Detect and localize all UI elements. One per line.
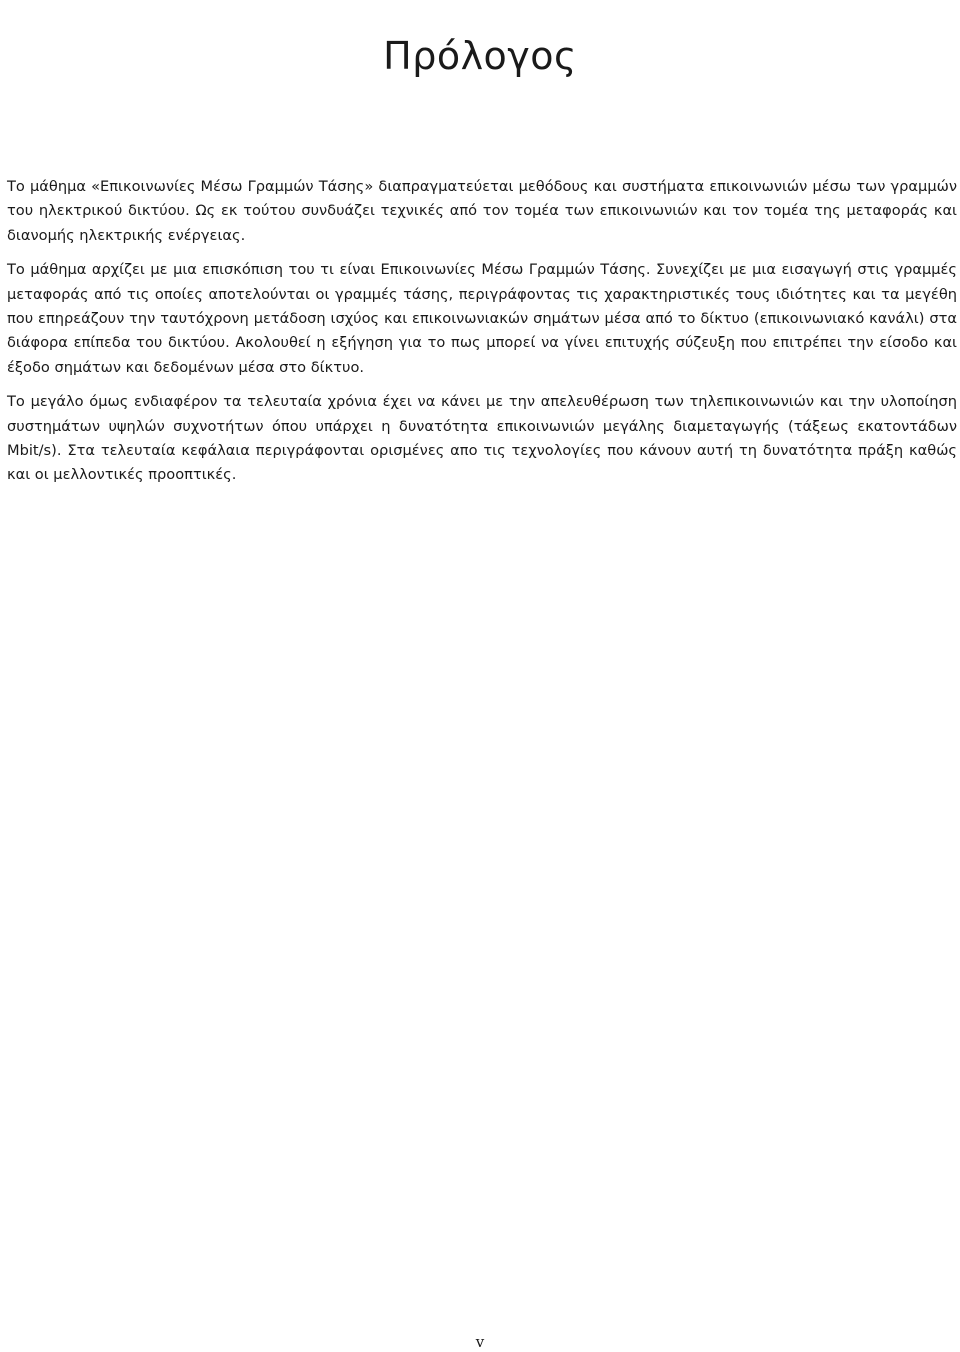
paragraph-2: Το μάθημα αρχίζει με μια επισκόπιση του τι είναι Επικοινωνίες Μέσω Γραμμών Τάσης. Συνεχίζει με μια εισαγωγή στις γραμμές μεταφοράς από τις οποίες αποτελούνται οι γραμμές τάσης, περιγράφοντας τις χαρακτηριστικές τους ιδιότητες και τα μεγέθη που επηρεάζουν την ταυτόχρονη μετάδοση ισχύος και επικοινωνιακών σημάτων μέσα από το δίκτυο (επικοινωνιακό κανάλι) στα διάφορα επίπεδα του δικτύου. Ακολουθεί η εξήγηση για το πως μπορεί να γίνει επιτυχής σύζευξη που επιτρέπει την είσοδο και έξοδο σημάτων και δεδομένων μέσα στο δίκτυο. <box>7 261 957 376</box>
paragraph-1: Το μάθημα «Επικοινωνίες Μέσω Γραμμών Τάσης» διαπραγματεύεται μεθόδους και συστήματα επικοινωνιών μέσω των γραμμών του ηλεκτρικού δικτύου. Ως εκ τούτου συνδυάζει τεχνικές από τον τομέα των επικοινωνιών και τον τομέα της μεταφοράς και διανομής ηλεκτρικής ενέργειας. <box>7 178 957 244</box>
page-title: Πρόλογος <box>383 34 577 78</box>
body-text <box>7 175 957 498</box>
page-number: v <box>475 1333 485 1351</box>
paragraph-3: Το μεγάλο όμως ενδιαφέρον τα τελευταία χρόνια έχει να κάνει με την απελευθέρωση των τηλεπικοινωνιών και την υλοποίηση συστημάτων υψηλών συχνοτήτων όπου υπάρχει η δυνατότητα επικοινωνιών μεγάλης διαμεταγωγής (τάξεως εκατοντάδων Mbit/s). Στα τελευταία κεφάλαια περιγράφονται ορισμένες απο τις τεχνολογίες που κάνουν αυτή τη δυνατότητα πράξη καθώς και οι μελλοντικές προοπτικές. <box>7 393 957 484</box>
